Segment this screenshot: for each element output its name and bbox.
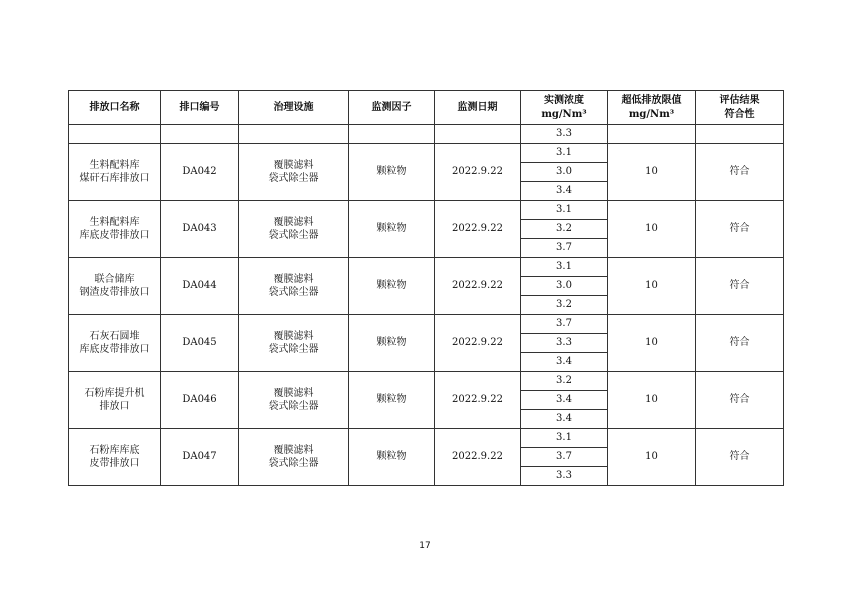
measured-value: 3.1 <box>521 258 608 277</box>
table-row <box>69 125 784 144</box>
empty-cell <box>69 125 161 144</box>
monitor-factor: 颗粒物 <box>349 144 435 201</box>
table-body <box>69 125 784 486</box>
emission-limit: 10 <box>608 144 696 201</box>
header-date: 监测日期 <box>435 91 521 125</box>
header-limit: 超低排放限值 mg/Nm³ <box>608 91 696 125</box>
measured-value: 3.2 <box>521 296 608 315</box>
monitor-date: 2022.9.22 <box>435 429 521 486</box>
measured-value: 3.7 <box>521 448 608 467</box>
measured-value: 3.4 <box>521 353 608 372</box>
outlet-code: DA042 <box>161 144 239 201</box>
empty-cell <box>349 125 435 144</box>
emission-limit: 10 <box>608 372 696 429</box>
measured-value: 3.7 <box>521 239 608 258</box>
measured-value: 3.2 <box>521 220 608 239</box>
outlet-name: 生料配料库 煤矸石库排放口 <box>69 144 161 201</box>
facility: 覆膜滤料 袋式除尘器 <box>239 144 349 201</box>
empty-cell <box>239 125 349 144</box>
compliance-result: 符合 <box>696 315 784 372</box>
table-row <box>69 201 784 220</box>
empty-cell <box>161 125 239 144</box>
page-number: 17 <box>419 541 431 551</box>
measured-value: 3.3 <box>521 467 608 486</box>
facility: 覆膜滤料 袋式除尘器 <box>239 201 349 258</box>
compliance-result: 符合 <box>696 144 784 201</box>
outlet-name: 生料配料库 库底皮带排放口 <box>69 201 161 258</box>
header-outlet-code: 排口编号 <box>161 91 239 125</box>
emission-limit: 10 <box>608 315 696 372</box>
table-row <box>69 258 784 277</box>
outlet-name: 石粉库库底 皮带排放口 <box>69 429 161 486</box>
compliance-result: 符合 <box>696 429 784 486</box>
header-result: 评估结果 符合性 <box>696 91 784 125</box>
table-row <box>69 144 784 163</box>
empty-cell <box>696 125 784 144</box>
measured-value: 3.3 <box>521 334 608 353</box>
measured-value: 3.3 <box>521 125 608 144</box>
table-row <box>69 372 784 391</box>
monitor-date: 2022.9.22 <box>435 372 521 429</box>
outlet-code: DA044 <box>161 258 239 315</box>
facility: 覆膜滤料 袋式除尘器 <box>239 372 349 429</box>
measured-value: 3.4 <box>521 182 608 201</box>
emission-table <box>68 90 784 486</box>
outlet-code: DA043 <box>161 201 239 258</box>
monitor-factor: 颗粒物 <box>349 429 435 486</box>
compliance-result: 符合 <box>696 372 784 429</box>
monitor-factor: 颗粒物 <box>349 315 435 372</box>
outlet-code: DA045 <box>161 315 239 372</box>
monitor-factor: 颗粒物 <box>349 258 435 315</box>
measured-value: 3.0 <box>521 277 608 296</box>
header-outlet-name: 排放口名称 <box>69 91 161 125</box>
measured-value: 3.7 <box>521 315 608 334</box>
outlet-code: DA047 <box>161 429 239 486</box>
table-row <box>69 429 784 448</box>
header-measured: 实测浓度 mg/Nm³ <box>521 91 608 125</box>
table-header-row <box>69 91 784 125</box>
measured-value: 3.1 <box>521 429 608 448</box>
emission-limit: 10 <box>608 201 696 258</box>
monitor-factor: 颗粒物 <box>349 372 435 429</box>
measured-value: 3.1 <box>521 201 608 220</box>
emission-limit: 10 <box>608 429 696 486</box>
monitor-date: 2022.9.22 <box>435 144 521 201</box>
emission-limit: 10 <box>608 258 696 315</box>
outlet-name: 石灰石圆堆 库底皮带排放口 <box>69 315 161 372</box>
monitor-date: 2022.9.22 <box>435 201 521 258</box>
facility: 覆膜滤料 袋式除尘器 <box>239 315 349 372</box>
measured-value: 3.2 <box>521 372 608 391</box>
header-factor: 监测因子 <box>349 91 435 125</box>
table-row <box>69 315 784 334</box>
measured-value: 3.4 <box>521 391 608 410</box>
facility: 覆膜滤料 袋式除尘器 <box>239 258 349 315</box>
measured-value: 3.0 <box>521 163 608 182</box>
empty-cell <box>608 125 696 144</box>
compliance-result: 符合 <box>696 258 784 315</box>
outlet-name: 联合储库 钢渣皮带排放口 <box>69 258 161 315</box>
measured-value: 3.4 <box>521 410 608 429</box>
monitor-factor: 颗粒物 <box>349 201 435 258</box>
header-facility: 治理设施 <box>239 91 349 125</box>
outlet-name: 石粉库提升机 排放口 <box>69 372 161 429</box>
monitor-date: 2022.9.22 <box>435 315 521 372</box>
outlet-code: DA046 <box>161 372 239 429</box>
monitor-date: 2022.9.22 <box>435 258 521 315</box>
empty-cell <box>435 125 521 144</box>
compliance-result: 符合 <box>696 201 784 258</box>
measured-value: 3.1 <box>521 144 608 163</box>
facility: 覆膜滤料 袋式除尘器 <box>239 429 349 486</box>
